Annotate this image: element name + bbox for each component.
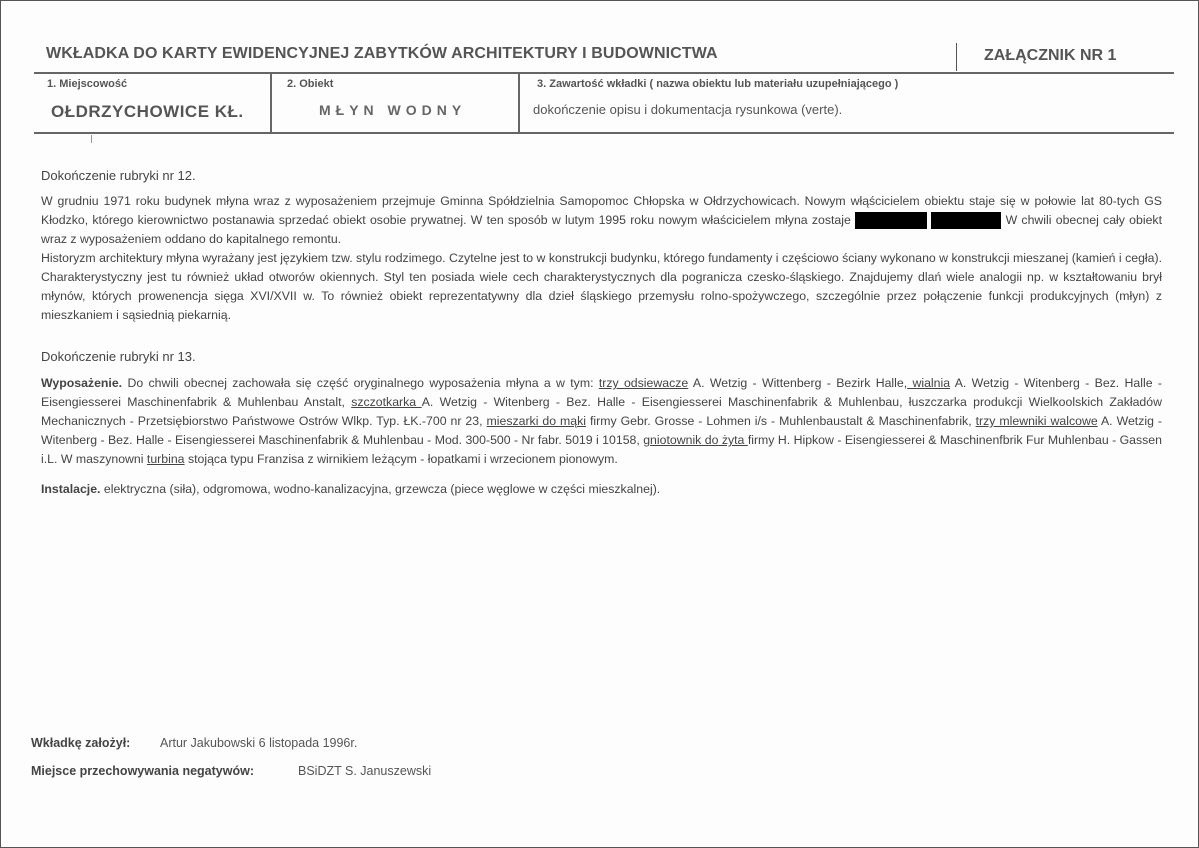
section12-paragraph-2: Historyzm architektury młyna wyrażany jest językiem tzw. stylu rodzimego. Czytelne jest to w konstrukcji budynku, którego fundamenty i częściowo ściany wykonano w konstrukcji mieszanej (kamień i cegła). Charakterystyczny jest tu również układ otworów okiennych. Styl ten posiada wiele cech charakterystycznych dla pogranicza czesko-śląskiego. Znajdujemy dlań wiele analogii np. w kształtowaniu brył młynów, których prowenencja sięga XVI/XVII w. To również obiekt reprezentatywny dla dzieł śląskiego przemysłu rolno-spożywczego, szczególnie przez połączenie funkcji produkcyjnych (młyn) z mieszkaniem i sąsiednią piekarnią. xyxy=(41,251,1162,322)
founder-value: Artur Jakubowski 6 listopada 1996r. xyxy=(160,736,358,750)
equipment-label: Wyposażenie. xyxy=(41,376,123,390)
header-rule-top xyxy=(34,72,1174,74)
field-divider-1 xyxy=(270,73,272,133)
equipment-item-underlined: gniotownik do żyta xyxy=(643,433,748,447)
equipment-item-underlined: trzy mlewniki walcowe xyxy=(975,414,1098,428)
form-title: WKŁADKA DO KARTY EWIDENCYJNEJ ZABYTKÓW ARCHITEKTURY I BUDOWNICTWA xyxy=(46,45,718,62)
negatives-value: BSiDZT S. Januszewski xyxy=(298,764,432,778)
equipment-item-underlined: mieszarki do mąki xyxy=(486,414,587,428)
header-divider xyxy=(956,43,957,71)
section13-equipment xyxy=(41,374,1162,469)
negatives-label: Miejsce przechowywania negatywów: xyxy=(31,764,254,778)
equipment-text: firmy H. Hipkow - Eisengiesserei & Maschinenfbrik Fur Muhlenbau - Gassen i.L. W maszynowni xyxy=(41,433,1162,466)
scan-mark xyxy=(91,135,92,143)
equipment-text: firmy Gebr. Grosse - Lohmen i/s - Muhlenbaustalt & Maschinenfabrik, xyxy=(586,414,976,428)
section12-paragraph-1 xyxy=(41,192,1162,249)
place-value: OŁDRZYCHOWICE KŁ. xyxy=(51,102,244,121)
installations-label: Instalacje. xyxy=(41,482,101,496)
object-label: 2. Obiekt xyxy=(287,78,334,90)
equipment-text: stojąca typu Franzisa z wirnikiem leżącym - łopatkami i wrzecionem pionowym. xyxy=(184,452,618,466)
content-label: 3. Zawartość wkładki ( nazwa obiektu lub materiału uzupełniającego ) xyxy=(537,78,899,90)
equipment-item-underlined: trzy odsiewacze xyxy=(598,376,689,390)
equipment-text: A. Wetzig - Witenberg - Bez. Halle - Eisengiesserei Maschinenfabrik & Muhlenbau - Mod. 300-500 - Nr fabr. 5019 i 10158, xyxy=(41,414,1162,447)
redaction-bar xyxy=(931,212,1001,229)
header-rule-bottom xyxy=(34,132,1174,134)
field-divider-2 xyxy=(518,73,520,133)
section12-heading: Dokończenie rubryki nr 12. xyxy=(41,168,196,183)
redaction-bar xyxy=(855,212,927,229)
equipment-item-underlined: szczotkarka xyxy=(351,395,422,409)
equipment-item-underlined: turbina xyxy=(146,452,185,466)
equipment-text: A. Wetzig - Witenberg - Bez. Halle - Eisengiesserei Maschinenfabrik & Muhlenbau, łuszczarka produkcji Wielkoolskich Zakładów Mechanicznych - Przetsiębiorstwo Państwowe Ostrów Wlkp. Typ. ŁK.-700 nr 23, xyxy=(41,395,1162,428)
section13-installations xyxy=(41,480,1162,499)
section12-p1-text-end: W chwili obecnej cały obiekt wraz z wyposażeniem oddano do kapitalnego remontu. xyxy=(41,213,1162,246)
equipment-text: A. Wetzig - Witenberg - Bez. Halle - Eisengiesserei Maschinenfabrik & Muhlenbau Anstalt, xyxy=(41,376,1163,409)
section13-heading: Dokończenie rubryki nr 13. xyxy=(41,349,196,364)
annex-number: ZAŁĄCZNIK NR 1 xyxy=(984,47,1117,64)
place-label: 1. Miejscowość xyxy=(47,78,128,90)
equipment-text: A. Wetzig - Wittenberg - Bezirk Halle, xyxy=(688,376,908,390)
founder-label: Wkładkę założył: xyxy=(31,736,131,750)
equipment-item-underlined: wialnia xyxy=(907,376,951,390)
content-value: dokończenie opisu i dokumentacja rysunkowa (verte). xyxy=(533,102,843,117)
equipment-text: Do chwili obecnej zachowała się część oryginalnego wyposażenia młyna a w tym: xyxy=(122,376,599,390)
section12-p1-text: W grudniu 1971 roku budynek młyna wraz z wyposażeniem przejmuje Gminna Spółdzielnia Samopomoc Chłopska w Ołdrzychowicach. Nowym włąścicielem obiektu staje się w połowie lat 80-tych GS Kłodzko, którego kierownictwo postanawia sprzedać obiekt osobie prywatnej. W ten sposób w lutym 1995 roku nowym właścicielem młyna zostaje xyxy=(41,194,1162,227)
object-value: MŁYN WODNY xyxy=(319,102,467,118)
installations-text: elektryczna (siła), odgromowa, wodno-kanalizacyjna, grzewcza (piece węglowe w części mieszkalnej). xyxy=(100,482,661,496)
